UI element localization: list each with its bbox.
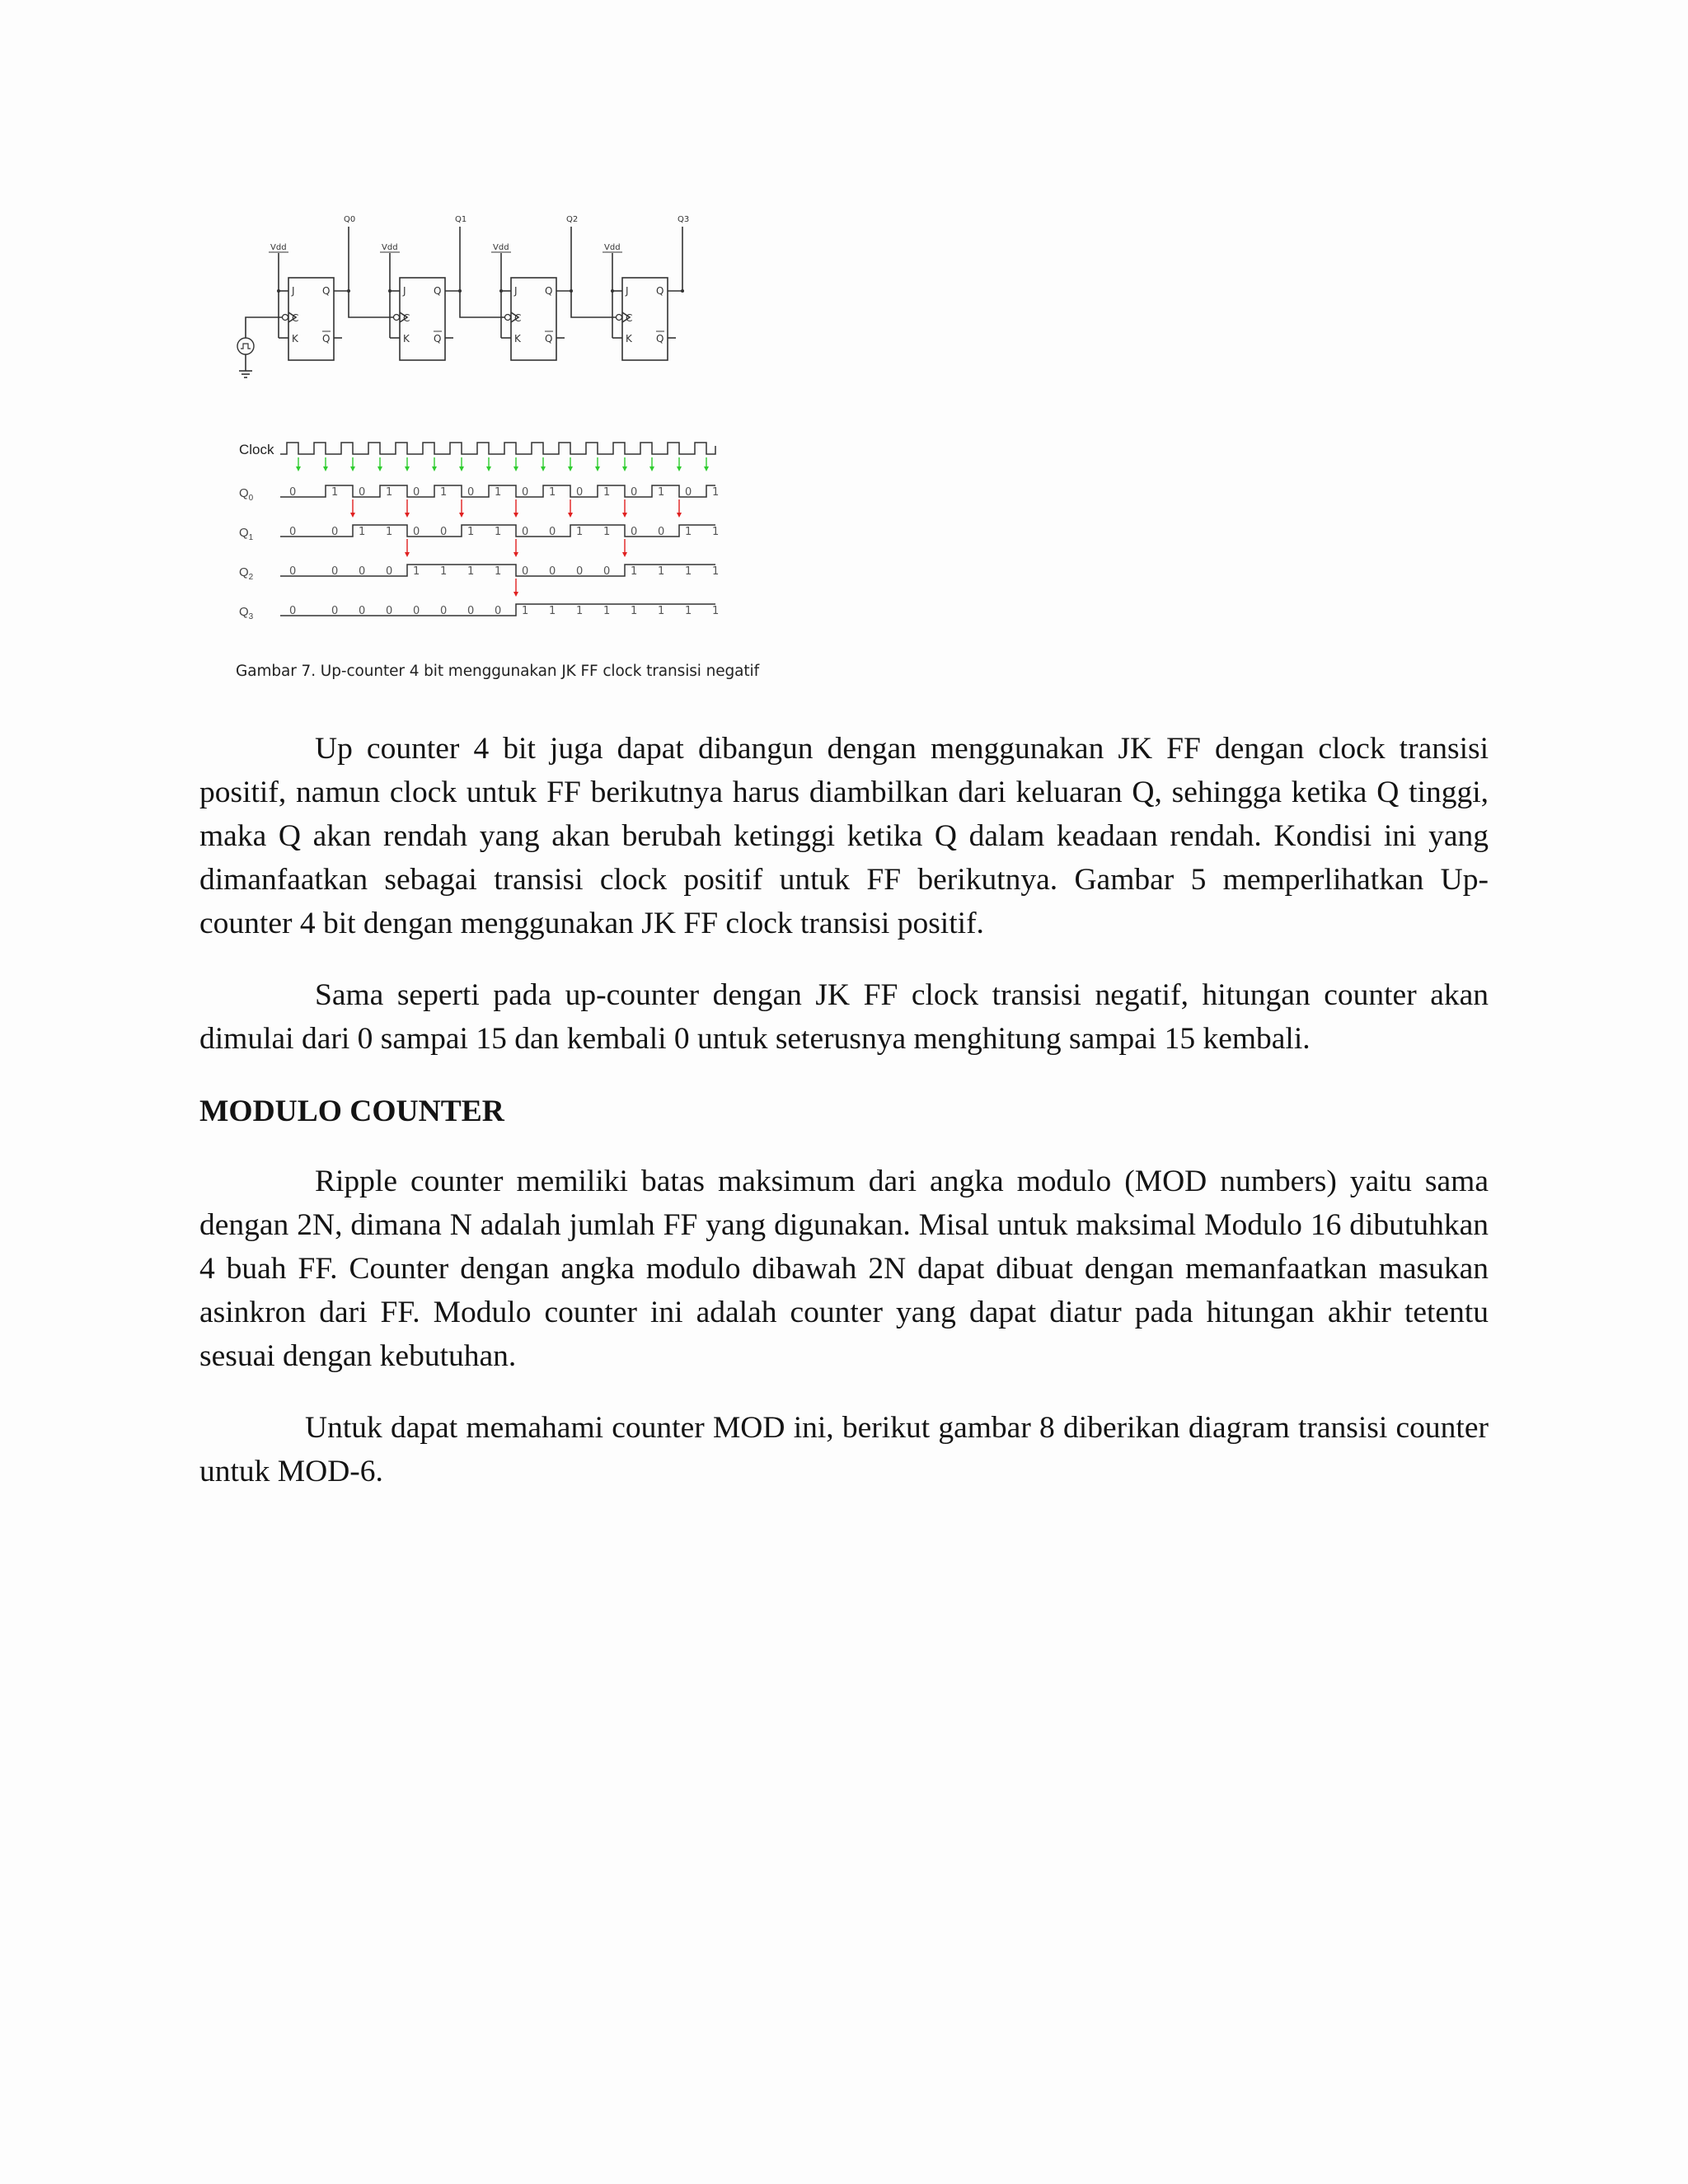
bit-value: 1 (685, 526, 692, 538)
pin-k-label: K (514, 333, 521, 344)
pin-k-label: K (292, 333, 298, 344)
pin-j-label: J (292, 285, 295, 297)
green-arrow-icon (541, 466, 546, 471)
bit-value: 1 (658, 565, 665, 578)
pin-j-label: J (626, 285, 629, 297)
bit-value: 0 (576, 565, 584, 578)
bit-value: 0 (386, 565, 393, 578)
bit-value: 0 (289, 486, 297, 499)
green-arrow-icon (323, 466, 328, 471)
bit-value: 0 (631, 526, 638, 538)
red-arrow-icon (459, 513, 464, 518)
bit-value: 0 (549, 565, 556, 578)
junction-dot (681, 289, 684, 293)
green-arrow-icon (486, 466, 491, 471)
green-arrow-icon (622, 466, 627, 471)
bit-value: 1 (495, 526, 502, 538)
bit-value: 0 (685, 486, 692, 499)
red-arrow-icon (405, 513, 410, 518)
bit-value: 0 (413, 526, 420, 538)
bit-value: 1 (712, 526, 720, 538)
bit-value: 1 (359, 526, 366, 538)
bit-value: 0 (495, 605, 502, 617)
bit-value: 1 (495, 565, 502, 578)
pin-c-label: C (626, 312, 633, 324)
vdd-label: Vdd (493, 243, 509, 252)
pin-q-label: Q (656, 285, 664, 297)
bit-value: 0 (522, 565, 529, 578)
negation-bubble-icon (617, 315, 622, 321)
row-label: $Q_1$ (239, 526, 254, 542)
paragraph-3: Ripple counter memiliki batas maksimum dari angka modulo (MOD numbers) yaitu sama dengan 2N, dimana N adalah jumlah FF yang digunakan. Misal untuk maksimal Modulo 16 dibutuhkan 4 buah FF. Counter dengan angka modulo dibawah 2N dapat dibuat dengan memanfaatkan masukan asinkron dari FF. Modulo counter ini adalah counter yang dapat diatur pada hitungan akhir tetentu sesuai dengan kebutuhan. (199, 1165, 1489, 1373)
pulse-icon (241, 344, 251, 349)
bit-value: 1 (467, 565, 475, 578)
pin-c-label: C (292, 312, 299, 324)
clock-label: Clock (239, 442, 274, 457)
red-arrow-icon (622, 552, 627, 557)
bit-value: 1 (331, 486, 339, 499)
pin-qbar-label: Q (656, 333, 664, 344)
pin-c-label: C (514, 312, 522, 324)
bit-value: 1 (576, 526, 584, 538)
bit-value: 0 (522, 526, 529, 538)
clock-waveform (280, 443, 715, 454)
negation-bubble-icon (283, 315, 288, 321)
junction-dot (611, 289, 614, 293)
pin-j-label: J (403, 285, 406, 297)
bit-value: 0 (603, 565, 611, 578)
row-label: $Q_2$ (239, 565, 254, 582)
ripple-clock-wire (349, 291, 393, 317)
junction-dot (388, 289, 392, 293)
bit-value: 0 (576, 486, 584, 499)
red-arrow-icon (405, 552, 410, 557)
red-arrow-icon (568, 513, 573, 518)
vdd-label: Vdd (270, 243, 287, 252)
pin-q-label: Q (434, 285, 442, 297)
timing-diagram (223, 433, 750, 647)
bit-value: 1 (413, 565, 420, 578)
red-arrow-icon (513, 513, 518, 518)
green-arrow-icon (677, 466, 682, 471)
paragraph-4: Untuk dapat memahami counter MOD ini, berikut gambar 8 diberikan diagram transisi counter untuk MOD-6. (199, 1411, 1489, 1488)
bit-value: 0 (359, 605, 366, 617)
green-arrow-icon (459, 466, 464, 471)
bit-value: 1 (658, 486, 665, 499)
figure-caption: Gambar 7. Up-counter 4 bit menggunakan JK FF clock transisi negatif (236, 663, 759, 680)
bit-value: 1 (549, 486, 556, 499)
green-arrow-icon (568, 466, 573, 471)
output-label: Q2 (566, 215, 579, 224)
bit-value: 0 (359, 486, 366, 499)
output-label: Q3 (678, 215, 690, 224)
bit-value: 1 (386, 486, 393, 499)
bit-value: 0 (440, 605, 448, 617)
pin-k-label: K (626, 333, 632, 344)
bit-value: 0 (467, 486, 475, 499)
bit-value: 1 (712, 486, 720, 499)
red-arrow-icon (622, 513, 627, 518)
output-label: Q1 (455, 215, 467, 224)
ripple-clock-wire (571, 291, 616, 317)
bit-value: 0 (331, 605, 339, 617)
pin-q-label: Q (322, 285, 331, 297)
red-arrow-icon (513, 592, 518, 597)
pin-qbar-label: Q (434, 333, 442, 344)
green-arrow-icon (350, 466, 355, 471)
ripple-clock-wire (460, 291, 504, 317)
negation-bubble-icon (394, 315, 400, 321)
pin-k-label: K (403, 333, 410, 344)
bit-value: 1 (603, 605, 611, 617)
pin-qbar-label: Q (545, 333, 553, 344)
bit-value: 0 (522, 486, 529, 499)
clock-source-icon (237, 338, 254, 354)
bit-value: 1 (495, 486, 502, 499)
paragraph-2: Sama seperti pada up-counter dengan JK FF clock transisi negatif, hitungan counter akan dimulai dari 0 sampai 15 dan kembali 0 untuk seterusnya menghitung sampai 15 kembali. (199, 978, 1489, 1056)
bit-value: 1 (658, 605, 665, 617)
green-arrow-icon (649, 466, 654, 471)
red-arrow-icon (677, 513, 682, 518)
bit-value: 1 (549, 605, 556, 617)
bit-value: 0 (658, 526, 665, 538)
bit-value: 0 (331, 565, 339, 578)
circuit-diagram (223, 210, 750, 408)
row-label: $Q_3$ (239, 605, 254, 621)
section-heading: MODULO COUNTER (199, 1094, 504, 1128)
bit-value: 1 (712, 565, 720, 578)
bit-value: 1 (576, 605, 584, 617)
pin-j-label: J (514, 285, 518, 297)
bit-value: 0 (289, 526, 297, 538)
bit-value: 0 (631, 486, 638, 499)
bit-value: 1 (603, 486, 611, 499)
bit-value: 1 (440, 486, 448, 499)
green-arrow-icon (513, 466, 518, 471)
pin-q-label: Q (545, 285, 553, 297)
negation-bubble-icon (505, 315, 511, 321)
row-label: $Q_0$ (239, 486, 254, 503)
green-arrow-icon (432, 466, 437, 471)
junction-dot (277, 289, 280, 293)
bit-value: 1 (386, 526, 393, 538)
pin-qbar-label: Q (322, 333, 331, 344)
bit-value: 0 (413, 486, 420, 499)
bit-value: 0 (289, 605, 297, 617)
bit-value: 0 (386, 605, 393, 617)
vdd-label: Vdd (382, 243, 398, 252)
green-arrow-icon (595, 466, 600, 471)
bit-value: 1 (522, 605, 529, 617)
red-arrow-icon (513, 552, 518, 557)
bit-value: 0 (413, 605, 420, 617)
green-arrow-icon (405, 466, 410, 471)
vdd-label: Vdd (604, 243, 621, 252)
green-arrow-icon (296, 466, 301, 471)
figure-up-counter (223, 210, 750, 705)
bit-value: 0 (467, 605, 475, 617)
bit-value: 1 (467, 526, 475, 538)
junction-dot (499, 289, 503, 293)
paragraph-1: Up counter 4 bit juga dapat dibangun dengan menggunakan JK FF dengan clock transisi positif, namun clock untuk FF berikutnya harus diambilkan dari keluaran Q, sehingga ketika Q tinggi, maka Q akan rendah yang akan berubah ketinggi ketika Q dalam keadaan rendah. Kondisi ini yang dimanfaatkan sebagai transisi clock positif untuk FF berikutnya. Gambar 5 memperlihatkan Up- counter 4 bit dengan menggunakan JK FF clock transisi positif. (199, 732, 1489, 940)
bit-value: 1 (631, 605, 638, 617)
green-arrow-icon (704, 466, 709, 471)
bit-value: 0 (440, 526, 448, 538)
pin-c-label: C (403, 312, 410, 324)
bit-value: 0 (549, 526, 556, 538)
bit-value: 0 (359, 565, 366, 578)
clock-wire (246, 317, 288, 338)
bit-value: 1 (685, 605, 692, 617)
green-arrow-icon (377, 466, 382, 471)
bit-value: 1 (603, 526, 611, 538)
bit-value: 1 (712, 605, 720, 617)
bit-value: 1 (685, 565, 692, 578)
bit-value: 0 (289, 565, 297, 578)
bit-value: 0 (331, 526, 339, 538)
bit-value: 1 (440, 565, 448, 578)
red-arrow-icon (350, 513, 355, 518)
bit-value: 1 (631, 565, 638, 578)
output-label: Q0 (344, 215, 356, 224)
